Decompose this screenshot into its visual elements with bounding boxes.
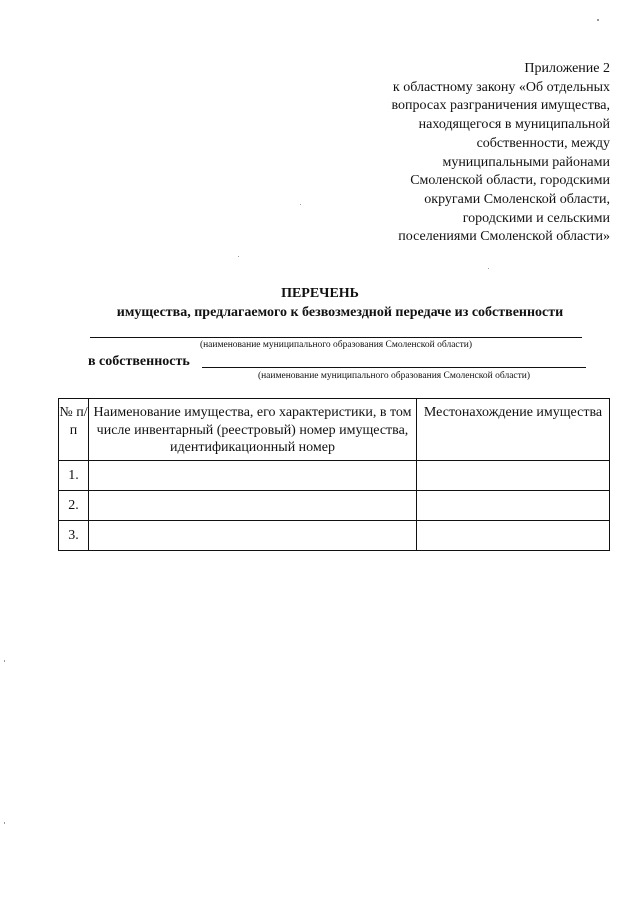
ownership-label: в собственность	[88, 354, 190, 369]
appendix-line: городскими и сельскими	[462, 210, 610, 226]
row-property-name	[89, 521, 417, 551]
row-number: 1.	[59, 461, 89, 491]
scan-speck	[597, 19, 599, 21]
appendix-line: Смоленской области, городскими	[410, 173, 610, 189]
header-location: Местонахождение имущества	[417, 399, 610, 461]
scan-speck	[238, 256, 239, 257]
table-row	[59, 491, 610, 521]
appendix-line: к областному закону «Об отдельных	[392, 79, 610, 95]
row-property-name	[89, 491, 417, 521]
table-row	[59, 521, 610, 551]
appendix-line: муниципальными районами	[442, 154, 610, 170]
appendix-line: собственности, между	[476, 135, 610, 151]
row-location	[417, 521, 610, 551]
to-municipality-blank-line	[202, 367, 586, 368]
to-municipality-caption: (наименование муниципального образования Смоленской области)	[257, 371, 531, 381]
header-property-name: Наименование имущества, его характеристики, в том числе инвентарный (реестровый) номер имущества, идентификационный номер	[89, 399, 417, 461]
document-title: ПЕРЕЧЕНЬ	[281, 286, 359, 301]
row-location	[417, 491, 610, 521]
appendix-line: Приложение 2	[524, 61, 610, 76]
row-property-name	[89, 461, 417, 491]
header-number: № п/п	[59, 399, 89, 461]
appendix-line: округами Смоленской области,	[424, 191, 610, 207]
appendix-line: вопросах разграничения имущества,	[391, 98, 610, 114]
appendix-header	[310, 60, 610, 247]
appendix-line: находящегося в муниципальной	[418, 117, 610, 133]
document-subtitle: имущества, предлагаемого к безвозмездной передаче из собственности	[116, 305, 564, 320]
row-number: 3.	[59, 521, 89, 551]
scan-speck	[300, 204, 301, 205]
table-row	[59, 461, 610, 491]
from-municipality-caption: (наименование муниципального образования Смоленской области)	[199, 340, 473, 350]
scan-speck	[4, 822, 5, 824]
row-number: 2.	[59, 491, 89, 521]
property-list-table	[58, 398, 610, 551]
table-header-row	[59, 399, 610, 461]
appendix-line: поселениями Смоленской области»	[398, 229, 610, 245]
row-location	[417, 461, 610, 491]
from-municipality-blank-line	[90, 337, 582, 338]
scan-speck	[488, 268, 489, 269]
scan-speck	[4, 660, 5, 662]
